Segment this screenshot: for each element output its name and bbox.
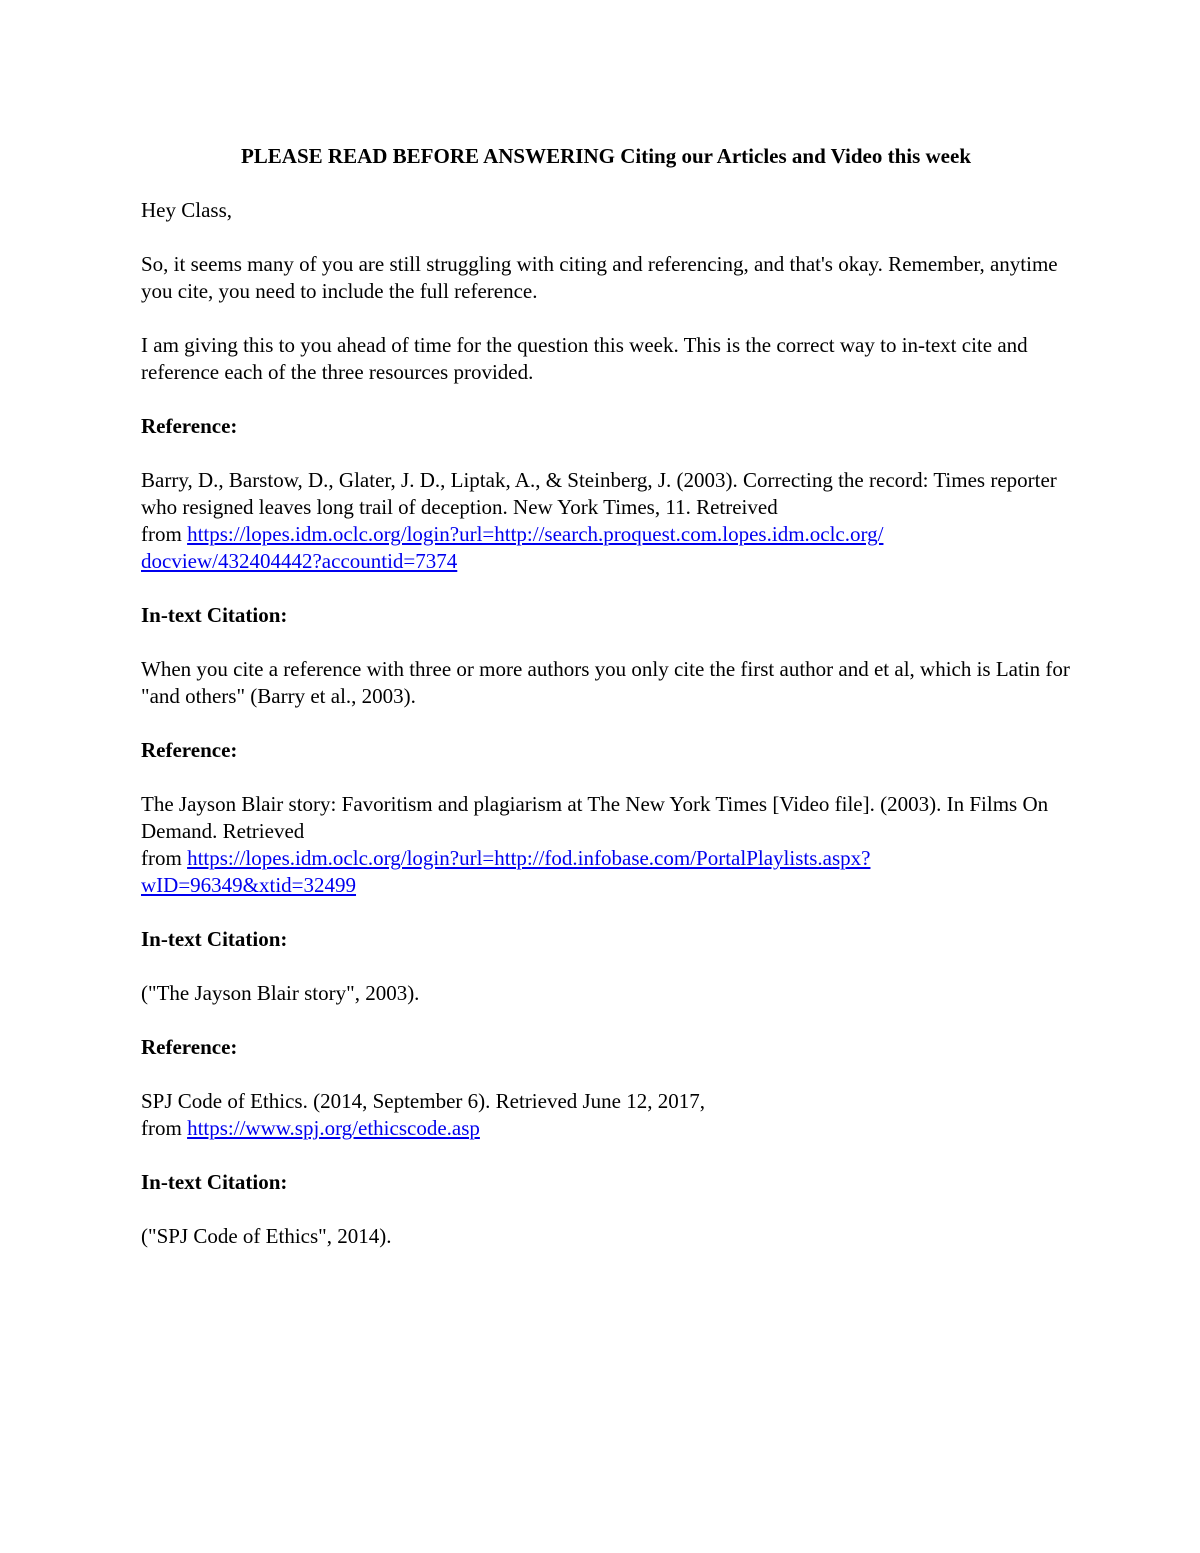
- page-title: PLEASE READ BEFORE ANSWERING Citing our Articles and Video this week: [240, 144, 972, 168]
- reference-entry-3: [141, 1088, 1071, 1142]
- citation-heading-1: In-text Citation:: [141, 603, 288, 627]
- from-word-2: from: [141, 846, 182, 870]
- from-word-1: from: [141, 522, 182, 546]
- reference-link-1-line-1: https://lopes.idm.oclc.org/login?url=http://search.proquest.com.lopes.idm.oclc.org/: [187, 522, 884, 546]
- reference-link-2-line-1: https://lopes.idm.oclc.org/login?url=http://fod.infobase.com/PortalPlaylists.aspx?: [187, 846, 871, 870]
- reference-heading-3: Reference:: [141, 1035, 238, 1059]
- reference-text-3: SPJ Code of Ethics. (2014, September 6). Retrieved June 12, 2017,: [141, 1089, 706, 1113]
- reference-heading-2: Reference:: [141, 738, 238, 762]
- reference-link-1[interactable]: [141, 522, 883, 573]
- citation-text-3: ("SPJ Code of Ethics", 2014).: [141, 1224, 392, 1248]
- reference-link-2-line-2: wID=96349&xtid=32499: [141, 873, 357, 897]
- reference-entry-2: [141, 791, 1071, 899]
- document-page: [141, 143, 1071, 1277]
- reference-heading-1: Reference:: [141, 414, 238, 438]
- reference-entry-1: [141, 467, 1071, 575]
- citation-heading-3: In-text Citation:: [141, 1170, 288, 1194]
- reference-link-3[interactable]: https://www.spj.org/ethicscode.asp: [187, 1116, 480, 1140]
- reference-link-1-line-2: docview/432404442?accountid=7374: [141, 549, 458, 573]
- citation-text-2: ("The Jayson Blair story", 2003).: [141, 981, 420, 1005]
- citation-text-1: When you cite a reference with three or more authors you only cite the first author and et al, which is Latin for "and others" (Barry et al., 2003).: [141, 657, 1070, 708]
- reference-text-1: Barry, D., Barstow, D., Glater, J. D., Liptak, A., & Steinberg, J. (2003). Correcting the record: Times reporter who resigned leaves long trail of deception. New York Times, 11. Retreived: [141, 468, 1057, 519]
- citation-heading-2: In-text Citation:: [141, 927, 288, 951]
- reference-text-2: The Jayson Blair story: Favoritism and plagiarism at The New York Times [Video file]. (2003). In Films On Demand. Retrieved: [141, 792, 1049, 843]
- from-word-3: from: [141, 1116, 182, 1140]
- greeting: Hey Class,: [141, 198, 232, 222]
- reference-link-2[interactable]: [141, 846, 870, 897]
- intro-paragraph-1: So, it seems many of you are still struggling with citing and referencing, and that's okay. Remember, anytime you cite, you need to include the full reference.: [141, 252, 1058, 303]
- intro-paragraph-2: I am giving this to you ahead of time for the question this week. This is the correct way to in-text cite and reference each of the three resources provided.: [141, 333, 1028, 384]
